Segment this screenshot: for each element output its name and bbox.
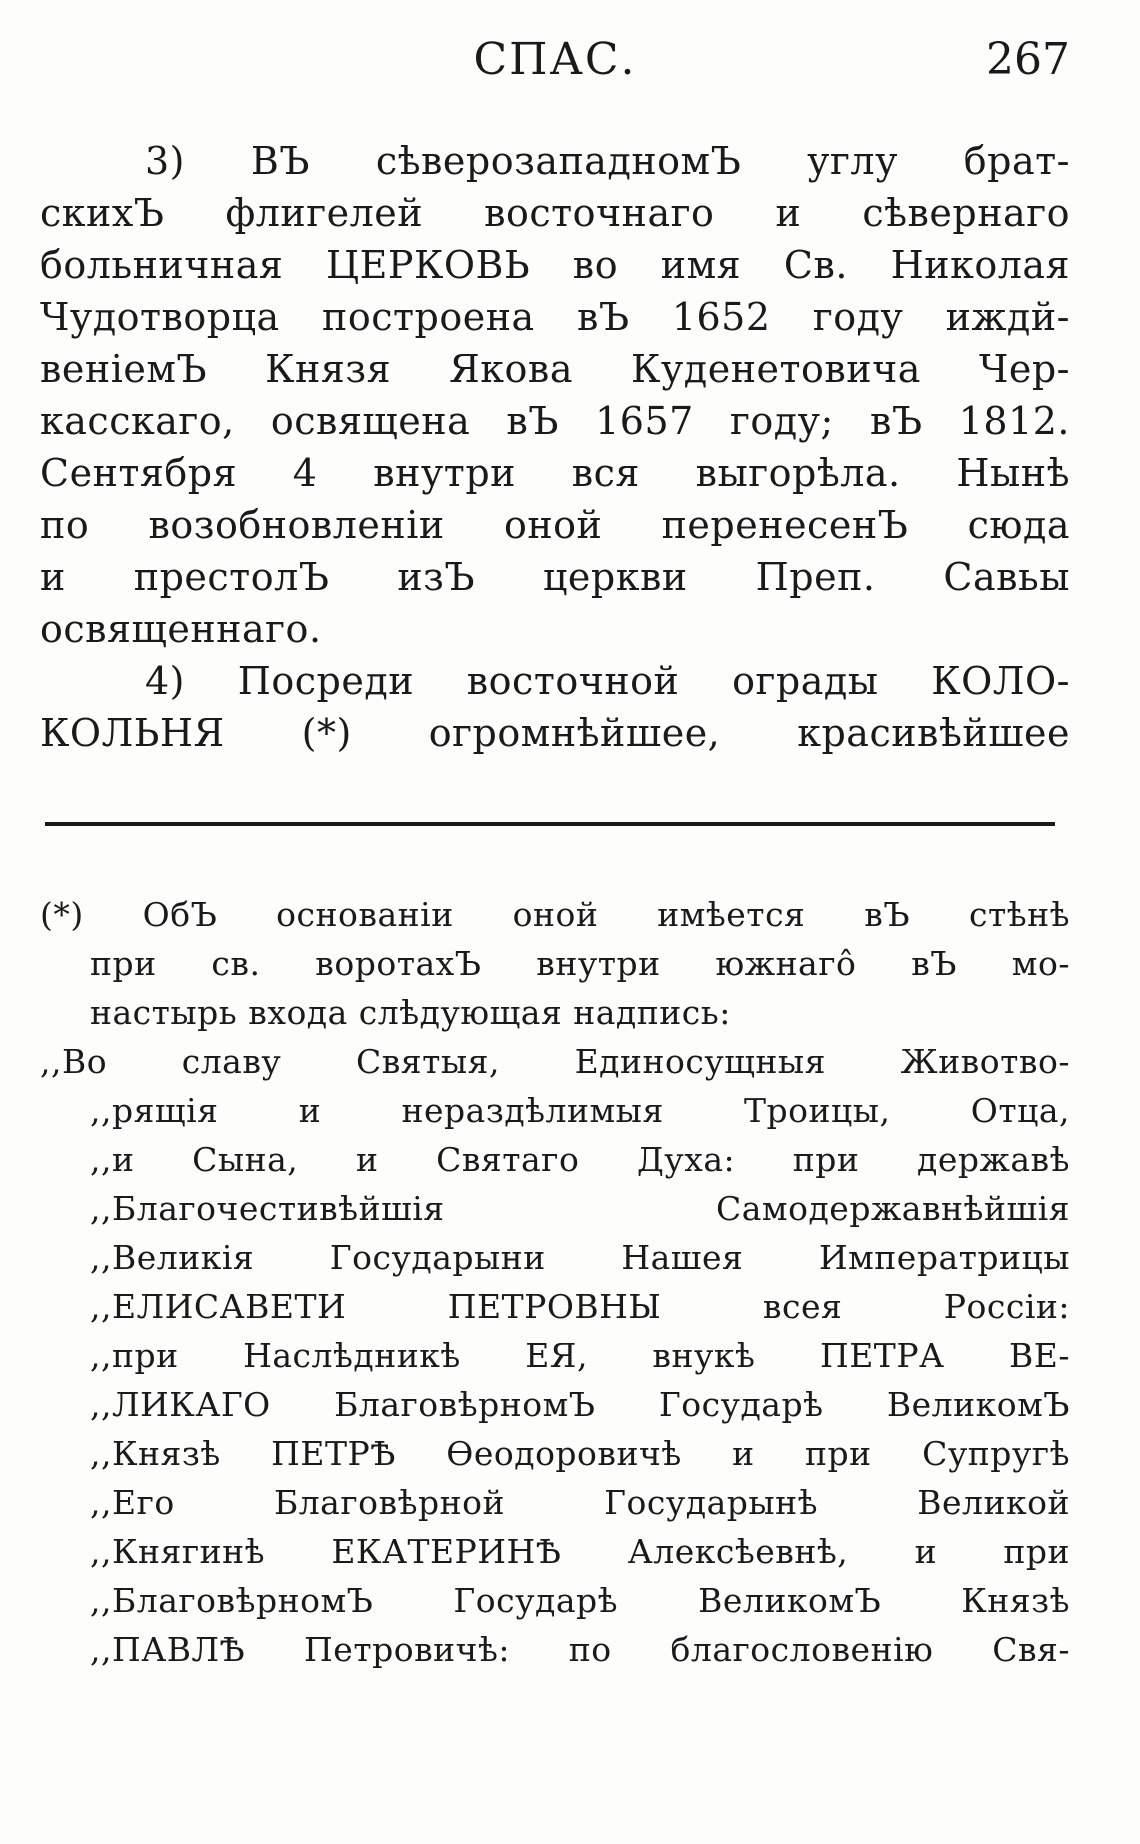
text-line: КОЛЬНЯ (*) огромнѣйшее, красивѣйшее: [40, 711, 1070, 755]
footnote: [40, 890, 1070, 1674]
text-line: освященнаго.: [40, 607, 322, 651]
inscription-line: ,,ЛИКАГО БлаговѣрномЪ Государѣ ВеликомЪ: [90, 1385, 1070, 1424]
inscription-line: ,,Великія Государыни Нашея Императрицы: [90, 1238, 1070, 1277]
text-line: скихЪ флигелей восточнаго и сѣвернаго: [40, 191, 1070, 235]
footnote-line: настырь входа слѣдующая надпись:: [90, 993, 731, 1032]
footnote-separator-rule: [45, 822, 1055, 826]
text-line: Чудотворца построена вЪ 1652 году иждй-: [40, 295, 1070, 339]
inscription-line: ,,ПАВЛѢ Петровичѣ: по благословенію Свя-: [90, 1630, 1070, 1669]
text-line: больничная ЦЕРКОВЬ во имя Св. Николая: [40, 243, 1070, 287]
inscription-line: ,,Князѣ ПЕТРѢ Өеодоровичѣ и при Супругѣ: [90, 1434, 1070, 1473]
running-head: СПАС.: [473, 34, 637, 85]
inscription-line: ,,при Наслѣдникѣ ЕЯ, внукѣ ПЕТРА ВЕ-: [90, 1336, 1070, 1375]
inscription-line: ,,Княгинѣ ЕКАТЕРИНѢ Алексѣевнѣ, и при: [90, 1532, 1070, 1571]
inscription-line: ,,и Сына, и Святаго Духа: при державѣ: [90, 1140, 1070, 1179]
text-line: по возобновленіи оной перенесенЪ сюда: [40, 503, 1070, 547]
inscription-line: ,,Во славу Святыя, Единосущныя Животво-: [40, 1042, 1070, 1081]
footnote-line: (*) ОбЪ основаніи оной имѣется вЪ стѣнѣ: [40, 895, 1070, 934]
text-line: касскаго, освящена вЪ 1657 году; вЪ 1812.: [40, 399, 1070, 443]
text-line: Сентября 4 внутри вся выгорѣла. Нынѣ: [40, 451, 1070, 495]
inscription-line: ,,Благочестивѣйшія Самодержавнѣйшія: [90, 1189, 1070, 1228]
text-line: веніемЪ Князя Якова Куденетовича Чер-: [40, 347, 1070, 391]
inscription-line: ,,Его Благовѣрной Государынѣ Великой: [90, 1483, 1070, 1522]
inscription-line: ,,рящія и нераздѣлимыя Троицы, Отца,: [90, 1091, 1070, 1130]
footnote-line: при св. воротахЪ внутри южнагô вЪ мо-: [90, 944, 1070, 983]
page-header: [40, 30, 1070, 90]
text-line: и престолЪ изЪ церкви Преп. Савьы: [40, 555, 1070, 599]
inscription-line: ,,ЕЛИСАВЕТИ ПЕТРОВНЫ всея Россіи:: [90, 1287, 1070, 1326]
text-line: 4) Посреди восточной ограды КОЛО-: [145, 659, 1070, 703]
page-number: 267: [986, 34, 1070, 85]
main-text: [40, 135, 1070, 759]
text-line: 3) ВЪ сѣверозападномЪ углу брат-: [145, 139, 1070, 183]
inscription-line: ,,БлаговѣрномЪ Государѣ ВеликомЪ Князѣ: [90, 1581, 1070, 1620]
